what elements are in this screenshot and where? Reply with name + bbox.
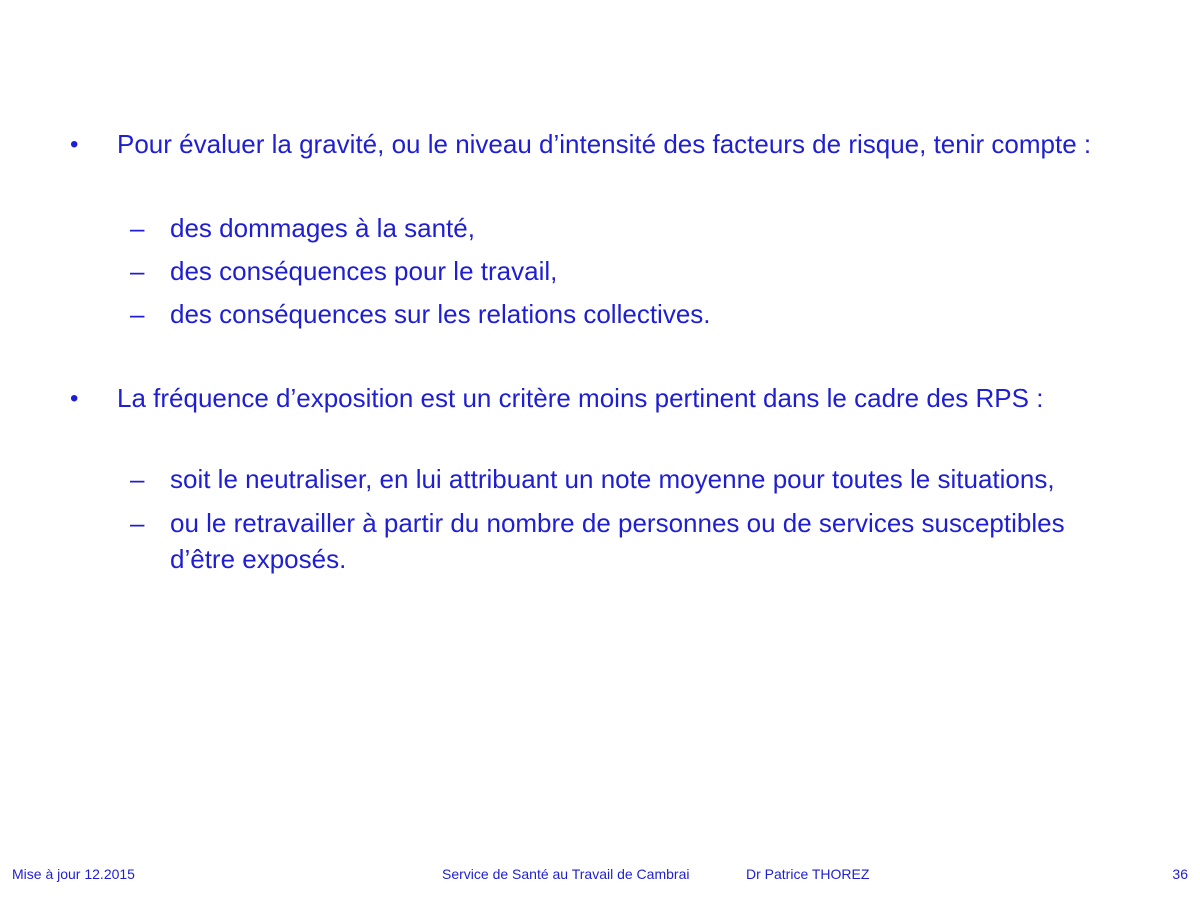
sub-item-text: des dommages à la santé,	[170, 213, 475, 243]
sub-item-neutralize	[68, 462, 1128, 496]
sub-item-health-damage	[68, 211, 1128, 245]
dash: –	[130, 213, 145, 243]
sub-item-text: des conséquences sur les relations collectives.	[170, 299, 711, 329]
slide-footer	[0, 866, 1200, 888]
dash: –	[130, 299, 145, 329]
gravity-sub-list	[68, 211, 1128, 331]
dash: –	[130, 464, 145, 494]
bullet-text: Pour évaluer la gravité, ou le niveau d’intensité des facteurs de risque, tenir compte :	[117, 129, 1092, 159]
bullet-text: La fréquence d’exposition est un critère moins pertinent dans le cadre des RPS :	[117, 383, 1044, 413]
footer-organization: Service de Santé au Travail de Cambrai	[442, 866, 690, 882]
sub-item-rework	[68, 505, 1128, 577]
dash: –	[130, 256, 145, 286]
sub-item-text: ou le retravailler à partir du nombre de personnes ou de services susceptibles d’être exposés.	[170, 508, 1065, 574]
sub-item-text: soit le neutraliser, en lui attribuant un note moyenne pour toutes le situations,	[170, 464, 1055, 494]
sub-item-collective-relations	[68, 297, 1128, 331]
sub-item-text: des conséquences pour le travail,	[170, 256, 558, 286]
page-number: 36	[1172, 866, 1188, 882]
frequency-sub-list	[68, 462, 1128, 577]
dash: –	[130, 508, 145, 538]
bullet-frequency	[68, 380, 1128, 417]
bullet-gravity	[68, 126, 1128, 163]
sub-item-work-consequences	[68, 254, 1128, 288]
slide-content	[68, 126, 1128, 586]
bullet-dot: •	[70, 385, 79, 412]
bullet-dot: •	[70, 131, 79, 158]
footer-author: Dr Patrice THOREZ	[746, 866, 870, 882]
footer-date: Mise à jour 12.2015	[12, 866, 135, 882]
